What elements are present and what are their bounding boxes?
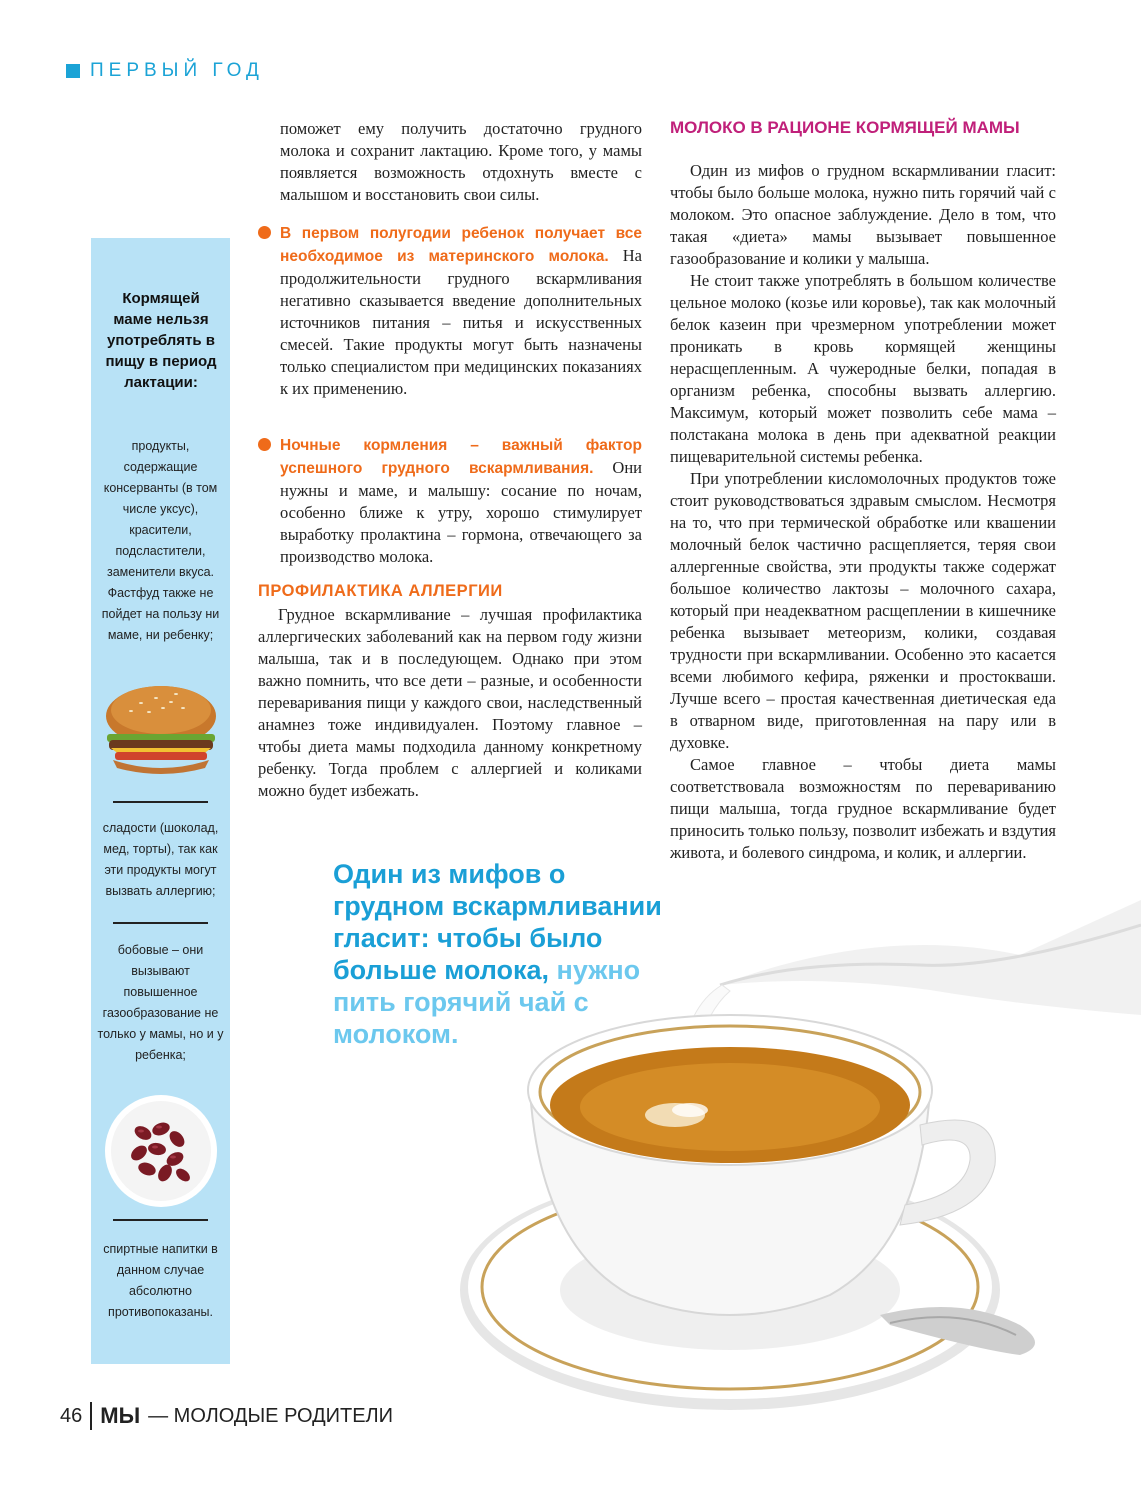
sidebar-item-1: продукты, содержащие консерванты (в том числе уксус), красители, подсластители, заменители вкуса. Фастфуд также не пойдет на пользу ни маме, ни ребенку; [101, 439, 220, 642]
bullet-2-highlight: Ночные кормления – важный фактор успешного грудного вскармливания. [280, 437, 642, 477]
sidebar-title: Кормящей маме нельзя употреблять в пищу в период лактации: [105, 290, 217, 391]
milk-paragraph-1: Один из мифов о грудном вскармливании гласит: чтобы было больше молока, нужно пить горячий чай с молоком. Это опасное заблуждение. Дело в том, что такая «диета» мамы вызывает повышенное газообразование и колики у малыша. [670, 161, 1056, 268]
milk-paragraph-4: Самое главное – чтобы диета мамы соответствовала возможностям по перевариванию пищи малыша, тогда грудное вскармливание будет приносить только пользу, позволит избежать и вздутия живота, и болевого синдрома, и колик, и аллергии. [670, 755, 1056, 862]
allergy-paragraph: Грудное вскармливание – лучшая профилактика аллергических заболеваний как на первом году жизни малыша, так и в последующем. Однако при этом важно помнить, что все дети – разные, и особенности переваривания пищи у каждого свои, наследственный анамнез тоже индивидуален. Поэтому главное – чтобы диета мамы подходила данному конкретному ребенку. Тогда проблем с аллергией и коликами можно будет избежать. [258, 605, 642, 800]
bullet-1-highlight: В первом полугодии ребенок получает все необходимое из материнского молока. [280, 225, 642, 265]
section-header [66, 60, 264, 82]
beans-image [103, 1093, 219, 1209]
milk-paragraph-2: Не стоит также употреблять в большом количестве цельное молоко (козье или коровье), так как молочный белок казеин при чрезмерном употреблении может проникать в кровь кормящей женщины нерасщепленным. А чужеродные белки, попадая в организм ребенка, способны вызвать аллергию. Максимум, который может позволить себе мама – полстакана молока в день при адекватной реакции пищеварительной системы ребенка. [670, 271, 1056, 466]
milk-text [670, 160, 1056, 864]
magazine-subtitle: — МОЛОДЫЕ РОДИТЕЛИ [148, 1404, 394, 1427]
sidebar-divider [113, 922, 208, 924]
sidebar-box [91, 238, 230, 1364]
pull-quote-light: нужно пить горячий чай с молоком. [333, 955, 641, 1049]
page-number: 46 [60, 1404, 83, 1427]
page-footer [60, 1402, 393, 1430]
sidebar-divider [113, 801, 208, 803]
bullet-dot [258, 226, 271, 239]
section-title: ПЕРВЫЙ ГОД [90, 60, 264, 81]
bullet-2-text: Они нужны и маме, и малышу: сосание по ночам, особенно ближе к утру, хорошо стимулирует выработку пролактина – гормона, отвечающего за производство молока. [280, 458, 642, 566]
footer-divider [90, 1402, 92, 1430]
bullet-1-text: На продолжительности грудного вскармливания негативно сказывается введение дополнительных источников питания – питья и искусственных смесей. Такие продукты могут быть назначены только специалистом при медицинских показаниях к их применению. [280, 246, 642, 398]
section-marker [66, 64, 80, 78]
sidebar-item-2: сладости (шоколад, мед, торты), так как эти продукты могут вызвать аллергию; [102, 821, 219, 898]
article-intro: поможет ему получить достаточно грудного молока и сохранит лактацию. Кроме того, у мамы появляется возможность отдохнуть вместе с малышом и восстановить свои силы. [280, 119, 642, 204]
magazine-brand: МЫ [100, 1403, 141, 1428]
sidebar-item-4: спиртные напитки в данном случае абсолютно противопоказаны. [103, 1242, 218, 1319]
allergy-heading: ПРОФИЛАКТИКА АЛЛЕРГИИ [258, 582, 503, 600]
pull-quote-dark: Один из мифов о грудном вскармливании гласит: чтобы было больше молока, [333, 859, 662, 985]
milk-paragraph-3: При употреблении кисломолочных продуктов тоже стоит руководствоваться здравым смыслом. Несмотря на то, что при термической обработке или квашении молочный белок частично расщепляется, теряя свои аллергенные свойства, эти продукты также содержат большое количество лактозы – молочного сахара, который при неадекватном расщеплении в кишечнике ребенка вызывает метеоризм, колики, создавая трудности при вскармливании. Особенно это касается всеми любимого кефира, ряженки и простокваши. Лучше всего – простая качественная диетическая еда в отварном виде, приготовленная на пару или в духовке. [670, 469, 1056, 752]
sidebar-item-3: бобовые – они вызывают повышенное газообразование не только у мамы, но и у ребенка; [97, 943, 224, 1062]
milk-heading: МОЛОКО В РАЦИОНЕ КОРМЯЩЕЙ МАМЫ [670, 118, 1020, 137]
bullet-dot [258, 438, 271, 451]
pull-quote [333, 858, 663, 1050]
bullet-item-1 [280, 222, 642, 400]
burger-image [101, 678, 221, 778]
sidebar-divider [113, 1219, 208, 1221]
bullet-item-2 [280, 434, 642, 568]
